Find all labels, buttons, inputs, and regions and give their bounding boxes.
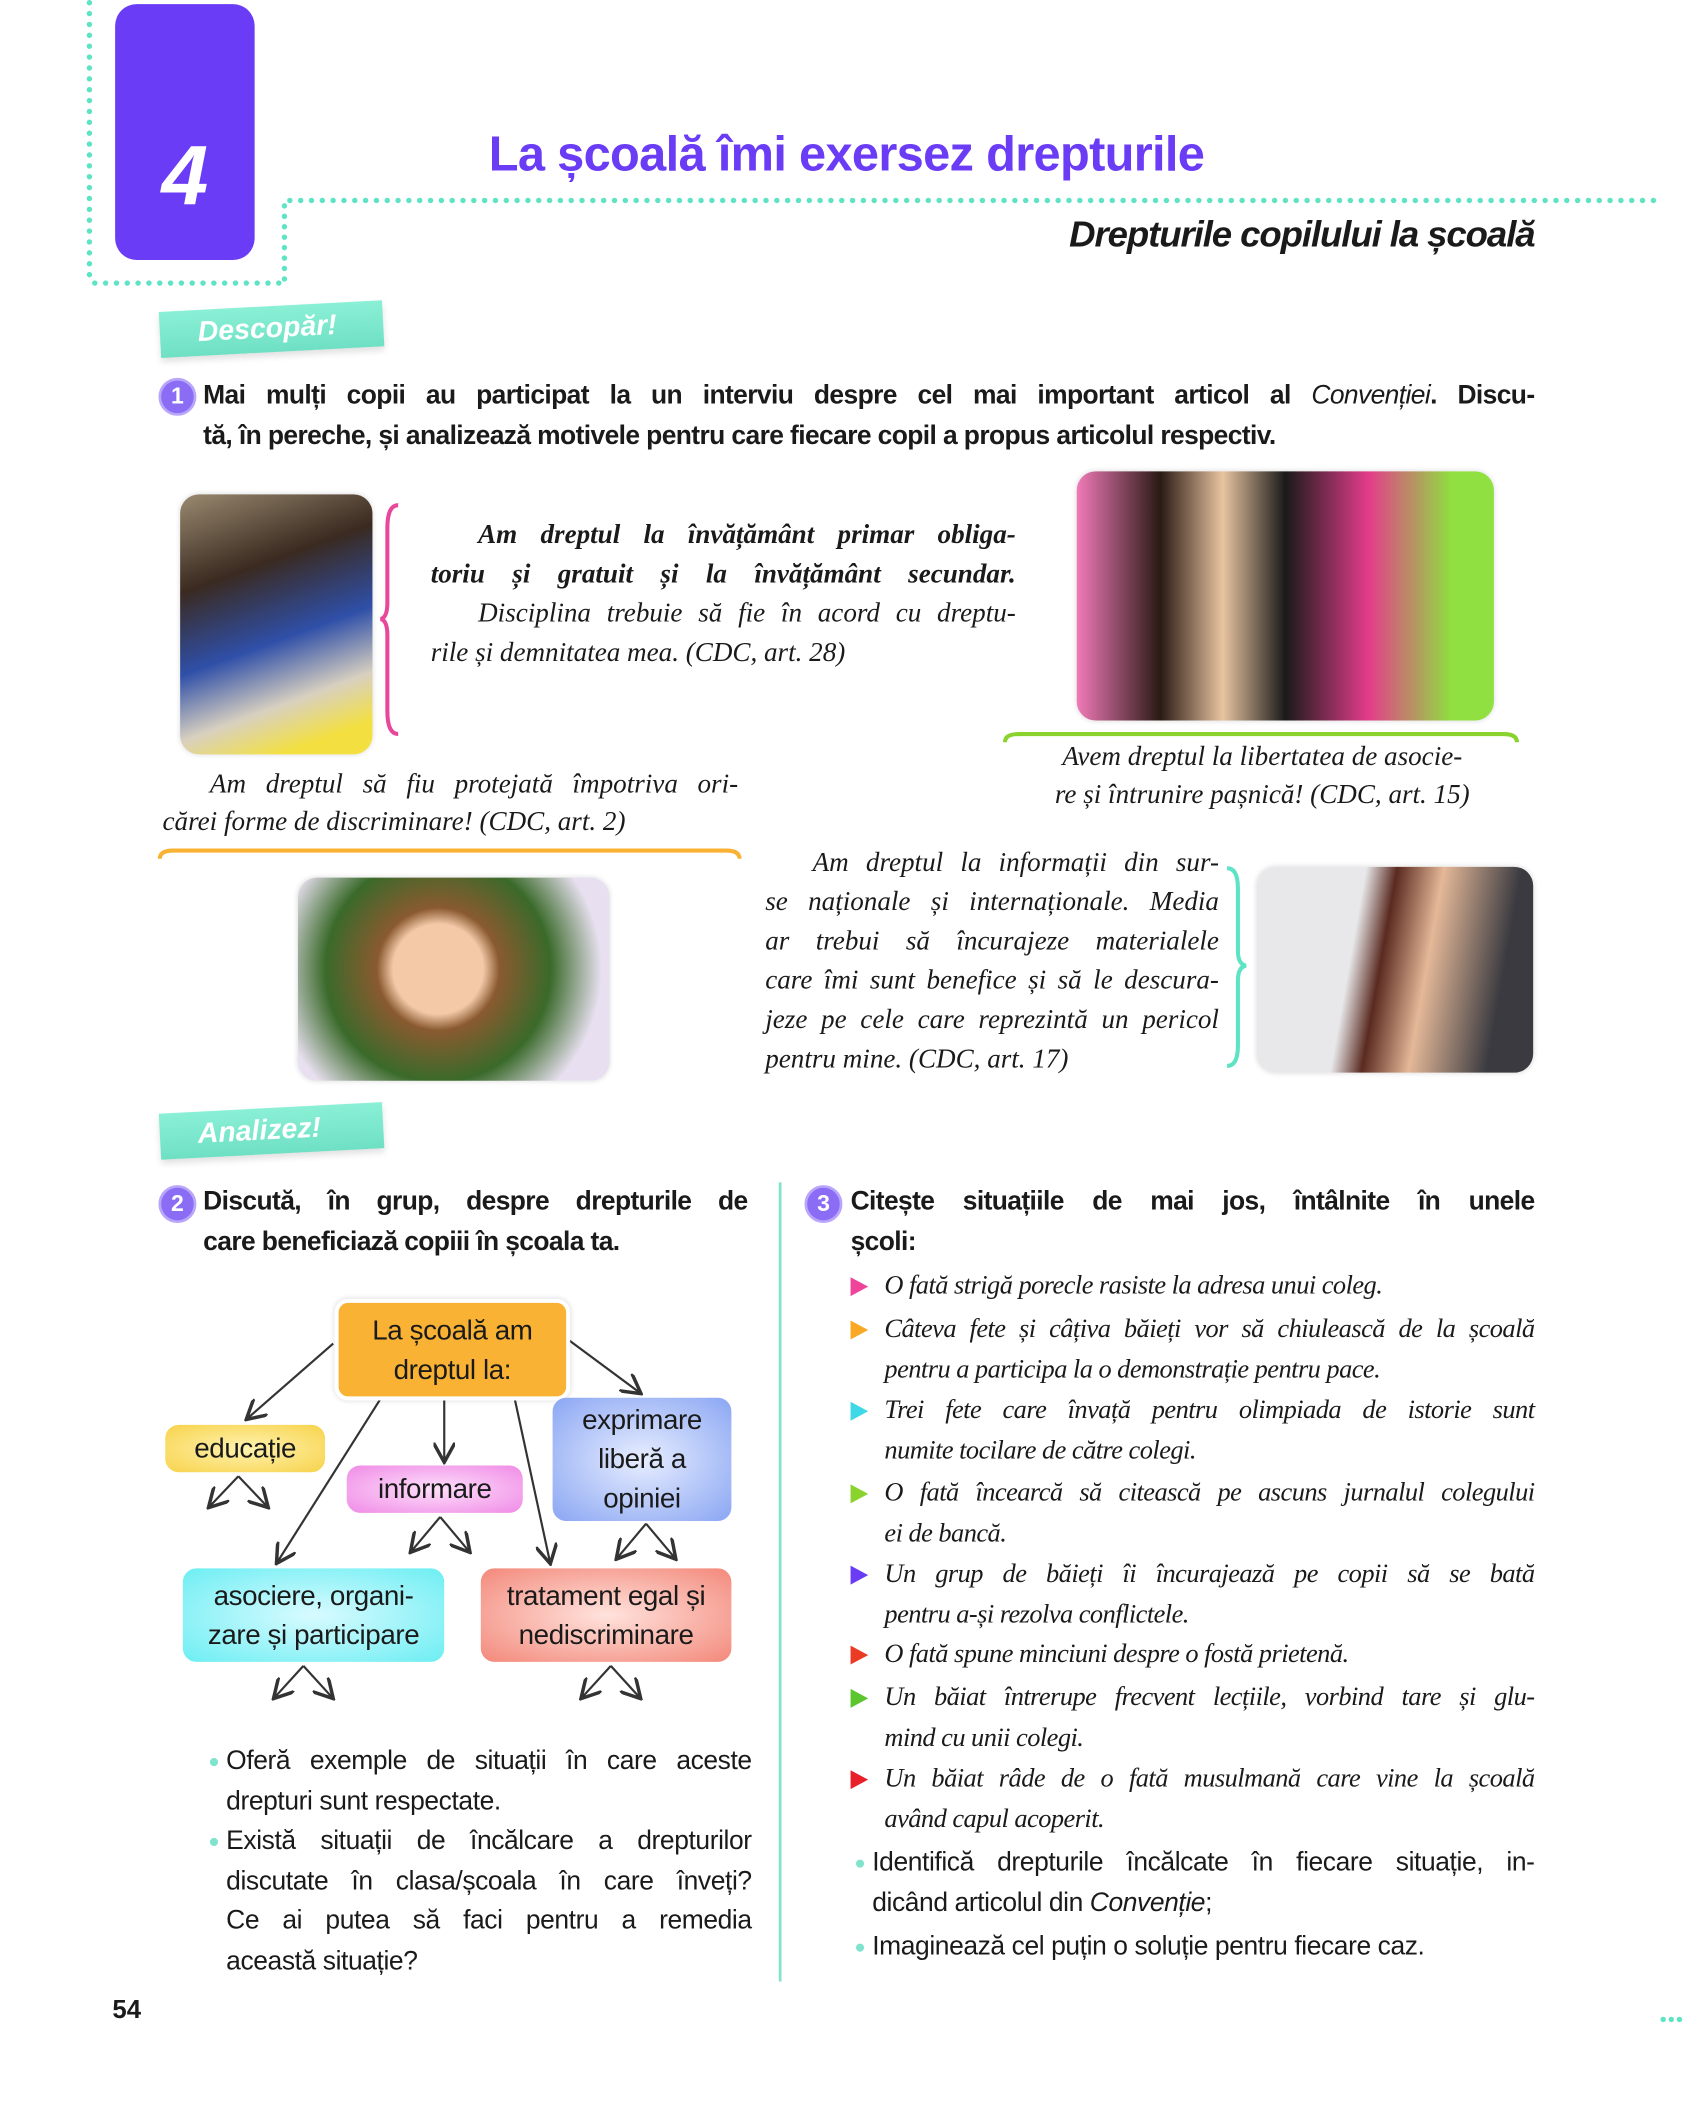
text: tă, în pereche, și analizează motivele pentru care fiecare copil a propus articolul respectiv.	[203, 420, 1276, 451]
arrow	[646, 1524, 674, 1558]
page-title: La școală îmi exersez drepturile	[488, 125, 1205, 182]
page-number: 54	[112, 1996, 142, 2025]
triangle-bullet-icon	[851, 1646, 869, 1665]
exercise-3-bullet	[872, 1927, 1534, 1967]
text-line: Am dreptul să fiu protejată împotriva ori-	[209, 769, 739, 800]
situation-text	[884, 1635, 1534, 1676]
text: Mai mulți copii au participat la un interviu despre cel mai important articol al	[203, 380, 1312, 411]
text-line: pentru mine. (CDC, art. 17)	[765, 1044, 1069, 1075]
triangle-bullet-icon	[851, 1484, 869, 1503]
situation-text	[884, 1310, 1534, 1391]
text: . Discu-	[1430, 380, 1535, 411]
text-line: O fată spune minciuni despre o fostă prietenă.	[884, 1640, 1349, 1669]
arrow	[303, 1666, 331, 1697]
text-line: jeze pe cele care reprezintă un pericol	[765, 1004, 1219, 1035]
text-line: O fată încearcă să citească pe ascuns jurnalul colegului	[884, 1479, 1535, 1508]
quote-information	[765, 844, 1219, 1080]
triangle-bullet-icon	[851, 1402, 869, 1421]
emphasis: Convenției	[1311, 380, 1431, 411]
diagram-node-equal-treatment: tratament egal și nediscriminare	[481, 1568, 732, 1661]
text: Identifică drepturile încălcate în fiecare situație, in-	[872, 1847, 1535, 1878]
triangle-bullet-icon	[851, 1689, 869, 1708]
photo-boy-at-laptop	[1257, 867, 1533, 1073]
text-line: discutate în clasa/școala în care înveți?	[226, 1865, 752, 1896]
text-line: Am dreptul la informații din sur-	[812, 847, 1219, 878]
exercise-2-bullet	[226, 1822, 752, 1982]
text-line: Am dreptul la învățământ primar obliga-	[478, 520, 1016, 550]
text-line: care beneficiază copiii în școala ta.	[203, 1226, 620, 1257]
text-line: Avem dreptul la libertatea de asocie-	[1062, 742, 1463, 773]
text-line: Trei fete care învață pentru olimpiada de istorie sunt	[884, 1396, 1535, 1425]
diagram-center-node: La școală am dreptul la:	[335, 1299, 571, 1401]
bullet-dot	[210, 1838, 218, 1846]
arrow	[566, 1338, 639, 1392]
exercise-2-bullet	[226, 1742, 752, 1822]
emphasis: Convenție	[1089, 1887, 1206, 1918]
diagram-node-expression: exprimare liberă a opiniei	[553, 1398, 732, 1521]
arrow	[275, 1666, 303, 1697]
situation-text	[884, 1474, 1534, 1555]
text-line: O fată strigă porecle rasiste la adresa unui coleg.	[884, 1271, 1383, 1301]
text-line: rile și demnitatea mea. (CDC, art. 28)	[430, 637, 846, 668]
text: Imaginează cel puțin o soluție pentru fiecare caz.	[872, 1931, 1425, 1962]
triangle-bullet-icon	[851, 1277, 869, 1296]
exercise-3-bullet	[872, 1843, 1534, 1923]
text: dicând articolul din	[872, 1887, 1090, 1918]
text-line: Un băiat râde de o fată musulmană care vine la școală	[884, 1764, 1535, 1794]
text-line: Disciplina trebuie să fie în acord cu dreptu-	[478, 598, 1016, 629]
arrow	[248, 1344, 333, 1418]
situation-text	[884, 1555, 1534, 1636]
situation-text	[884, 1678, 1534, 1759]
triangle-bullet-icon	[851, 1566, 869, 1585]
chapter-number: 4	[161, 130, 209, 224]
text-line: Ce ai putea să faci pentru a remedia	[226, 1905, 752, 1936]
triangle-bullet-icon	[851, 1770, 869, 1789]
bullet-dot	[856, 1944, 864, 1952]
text-line: numite tocilare de către colegi.	[884, 1437, 1196, 1466]
diagram-node-information: informare	[347, 1465, 523, 1512]
arrow	[210, 1476, 238, 1506]
text-line: cărei forme de discriminare! (CDC, art. 2)	[162, 807, 626, 838]
text-line: re și întrunire pașnică! (CDC, art. 15)	[1054, 780, 1470, 810]
text-line: această situație?	[226, 1945, 418, 1976]
text: ;	[1205, 1887, 1213, 1918]
discover-badge: Descopăr!	[159, 300, 385, 358]
text-line: ar trebui să încurajeze materialele	[765, 926, 1219, 957]
text-line: se naționale și internaționale. Media	[765, 887, 1219, 917]
bullet-dot	[856, 1860, 864, 1868]
analyze-badge: Analizez!	[159, 1102, 385, 1160]
text-line: drepturi sunt respectate.	[226, 1785, 501, 1816]
text-line: ei de bancă.	[884, 1519, 1007, 1549]
situation-text	[884, 1759, 1534, 1840]
page-subtitle: Drepturile copilului la școală	[1069, 213, 1535, 255]
text-line: care îmi sunt benefice și să le descura-	[765, 965, 1219, 996]
photo-group-of-girls	[1077, 471, 1494, 720]
exercise-number-2: 2	[158, 1185, 196, 1223]
text-line: Un grup de băieți îi încurajează pe copii să se bată	[884, 1560, 1535, 1589]
situation-text	[884, 1266, 1534, 1307]
arrow	[440, 1517, 468, 1551]
text-line: Există situații de încălcare a drepturilor	[226, 1825, 752, 1856]
text-line: Discută, în grup, despre drepturile de	[203, 1186, 748, 1217]
arrow	[412, 1517, 440, 1551]
triangle-bullet-icon	[851, 1321, 869, 1340]
exercise-number-3: 3	[805, 1185, 843, 1223]
text-line: pentru a-și rezolva conflictele.	[884, 1600, 1189, 1630]
column-divider	[779, 1182, 782, 1981]
text-line: având capul acoperit.	[884, 1805, 1105, 1834]
situation-text	[884, 1391, 1534, 1472]
text-line: mind cu unii colegi.	[884, 1724, 1084, 1753]
text-line: Citește situațiile de mai jos, întâlnite în unele	[850, 1186, 1535, 1217]
arrow	[618, 1524, 646, 1558]
text-line: Oferă exemple de situații în care aceste	[226, 1745, 752, 1776]
text-line: Câteva fete și câțiva băieți vor să chiulească de la școală	[884, 1315, 1535, 1344]
text-line: școli:	[850, 1226, 916, 1257]
teal-bracket	[1222, 864, 1249, 1070]
exercise-3-prompt	[851, 1182, 1535, 1262]
quote-association	[1005, 738, 1520, 814]
text-line: pentru a participa la o demonstrație pentru pace.	[884, 1355, 1381, 1385]
text-line: toriu și gratuit și la învățământ secundar.	[430, 559, 1016, 590]
diagram-node-association: asociere, organi- zare și participare	[183, 1568, 444, 1661]
diagram-node-education: educație	[165, 1425, 325, 1472]
bullet-dot	[210, 1758, 218, 1766]
arrow	[611, 1666, 639, 1697]
dotted-border	[1660, 2017, 1682, 2022]
arrow	[582, 1666, 610, 1697]
text-line: Un băiat întrerupe frecvent lecțiile, vorbind tare și glu-	[884, 1683, 1535, 1712]
arrow	[238, 1476, 266, 1506]
exercise-number-1: 1	[158, 378, 196, 416]
